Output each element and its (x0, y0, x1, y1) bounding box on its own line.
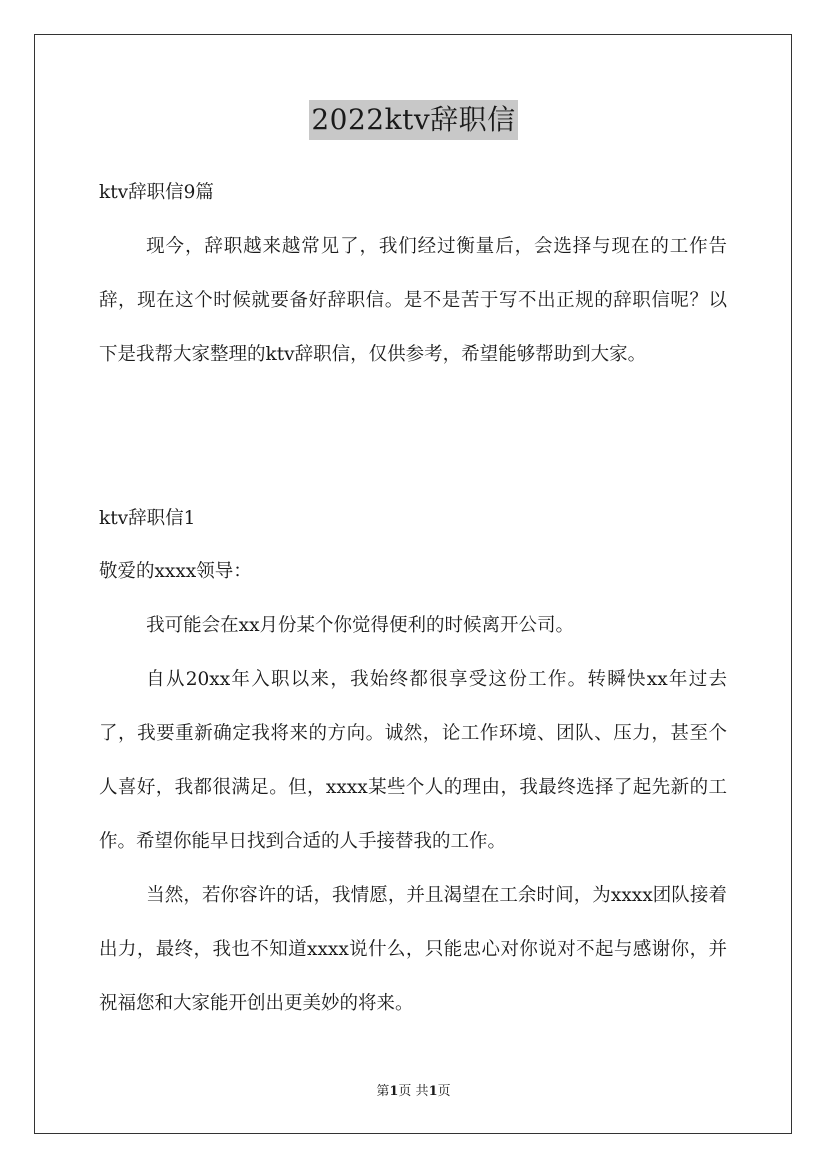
body-paragraph: 我可能会在xx月份某个你觉得便利的时候离开公司。 (146, 615, 575, 636)
salutation: 敬爱的xxxx领导： (99, 561, 252, 582)
document-subtitle: ktv辞职信9篇 (99, 182, 214, 203)
footer-page-suffix: 页 (437, 1084, 451, 1099)
intro-paragraph: 现今，辞职越来越常见了，我们经过衡量后，会选择与现在的工作告辞，现在这个时候就要备好辞职信。是不是苦于写不出正规的辞职信呢？以下是我帮大家整理的ktv辞职信，仅供参考，希望能够帮助到大家。 (99, 236, 727, 365)
body-paragraph: 当然，若你容许的话，我情愿，并且渴望在工余时间，为xxxx团队接着出力，最终，我也不知道xxxx说什么，只能忠心对你说对不起与感谢你，并祝福您和大家能开创出更美妙的将来。 (99, 885, 727, 1014)
footer-page-number: 1 (389, 1084, 399, 1099)
footer-page-mid: 页 共 (398, 1084, 429, 1099)
letter-heading: ktv辞职信1 (99, 508, 196, 529)
body-paragraph: 自从20xx年入职以来，我始终都很享受这份工作。转瞬快xx年过去了，我要重新确定我将来的方向。诚然，论工作环境、团队、压力，甚至个人喜好，我都很满足。但，xxxx某些个人的理由，我最终选择了起先新的工作。希望你能早日找到合适的人手接替我的工作。 (99, 669, 727, 852)
page-footer (0, 1083, 827, 1101)
title-container (0, 100, 827, 140)
document-title: 2022ktv辞职信 (309, 100, 517, 140)
footer-page-prefix: 第 (376, 1084, 390, 1099)
footer-page-total: 1 (428, 1084, 438, 1099)
